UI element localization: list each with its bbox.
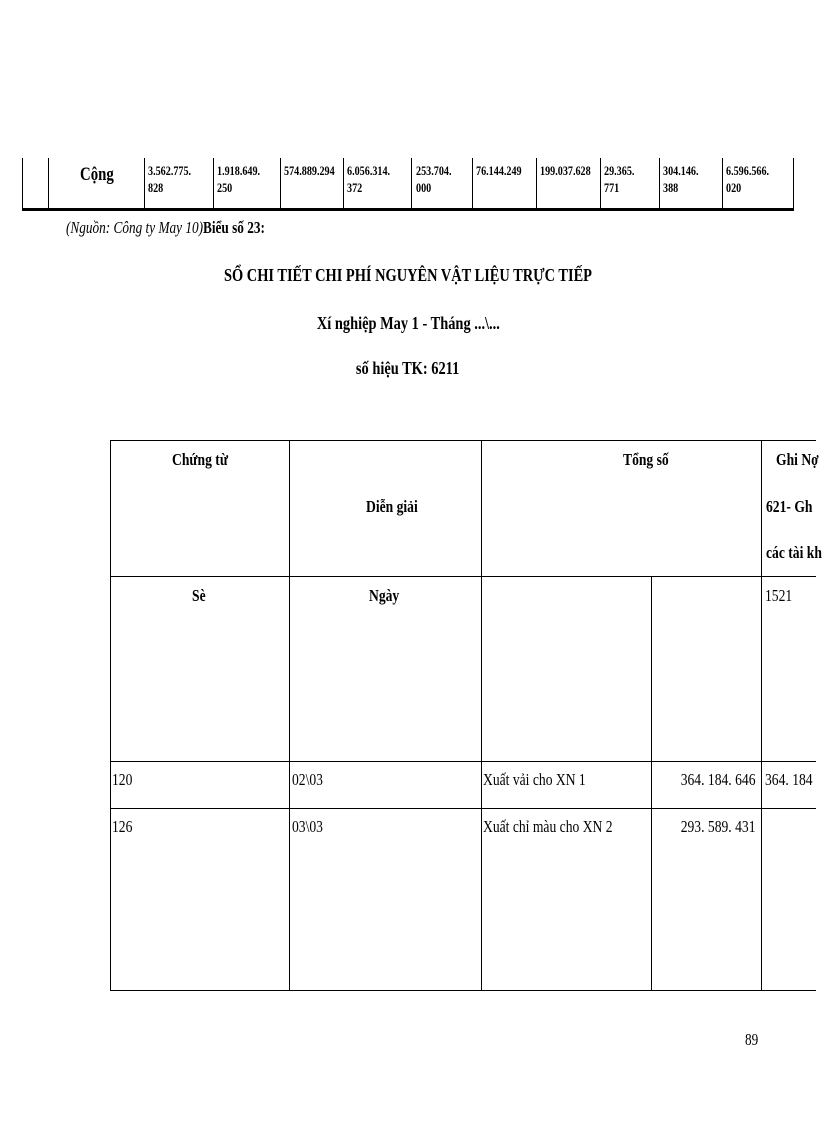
total-value-7: 199.037.628 bbox=[540, 163, 591, 178]
document-title: SỔ CHI TIẾT CHI PHÍ NGUYÊN VẬT LIỆU TRỰC TIẾP bbox=[224, 265, 592, 285]
row-so: 120 bbox=[112, 770, 133, 789]
account-number: số hiệu TK: 6211 bbox=[356, 358, 460, 378]
total-value-9: 304.146. 388 bbox=[663, 163, 699, 195]
total-value-8: 29.365. 771 bbox=[604, 163, 635, 195]
total-value-6: 76.144.249 bbox=[476, 163, 522, 178]
total-value-2: 1.918.649. 250 bbox=[217, 163, 261, 195]
row-ngay: 02\03 bbox=[292, 770, 323, 789]
document-subtitle: Xí nghiệp May 1 - Tháng ...\... bbox=[316, 313, 500, 333]
row-ghi-no: 364. 184 bbox=[765, 770, 813, 789]
row-ngay: 03\03 bbox=[292, 817, 323, 836]
total-value-10: 6.596.566. 020 bbox=[726, 163, 770, 195]
header-so: Sè bbox=[192, 586, 206, 605]
source-note: (Nguồn: Công ty May 10) bbox=[66, 218, 203, 237]
header-tong-so: Tổng số bbox=[623, 450, 669, 469]
total-value-4: 6.056.314. 372 bbox=[347, 163, 391, 195]
header-ngay: Ngày bbox=[369, 586, 400, 605]
header-ghi-no-1: Ghi Nợ bbox=[776, 450, 819, 469]
row-tong-so: 364. 184. 646 bbox=[680, 770, 755, 789]
row-dien-giai: Xuất vải cho XN 1 bbox=[483, 770, 586, 789]
row-so: 126 bbox=[112, 817, 133, 836]
form-number: Biểu số 23: bbox=[202, 218, 265, 237]
header-chung-tu: Chứng từ bbox=[172, 450, 229, 469]
row-dien-giai: Xuất chỉ màu cho XN 2 bbox=[483, 817, 613, 836]
total-value-5: 253.704. 000 bbox=[416, 163, 452, 195]
page-number: 89 bbox=[745, 1030, 759, 1049]
header-ghi-no-3: các tài kh bbox=[766, 543, 822, 562]
total-value-1: 3.562.775. 828 bbox=[148, 163, 192, 195]
header-account-1521: 1521 bbox=[765, 586, 793, 605]
row-tong-so: 293. 589. 431 bbox=[680, 817, 755, 836]
totals-label: Cộng bbox=[80, 164, 114, 185]
header-ghi-no-2: 621- Gh bbox=[766, 497, 813, 516]
header-dien-giai: Diễn giải bbox=[366, 497, 418, 516]
total-value-3: 574.889.294 bbox=[284, 163, 335, 178]
